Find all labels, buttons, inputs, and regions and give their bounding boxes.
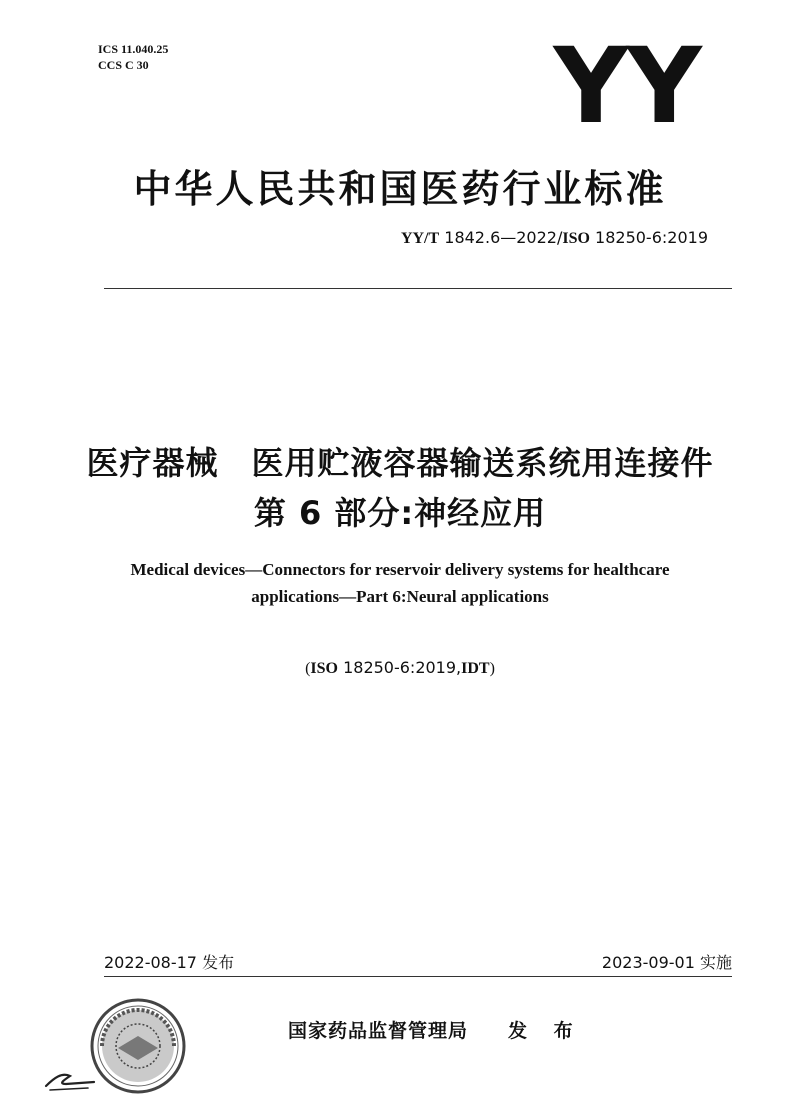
standard-body: 1842.6—2022/	[444, 228, 563, 247]
equivalence-note	[0, 658, 800, 678]
standard-prefix: YY/T	[400, 230, 440, 247]
equivalence-close: )	[489, 660, 495, 677]
issue-date: 2022-08-17 发布	[104, 953, 235, 972]
equivalence-degree: IDT	[461, 660, 490, 677]
handwritten-signature-icon	[40, 1064, 100, 1094]
seal-stamp-icon	[88, 996, 188, 1096]
ccs-code: CCS C 30	[98, 58, 149, 72]
publish-action: 发 布	[508, 1020, 583, 1042]
equivalence-iso-label: ISO	[310, 660, 338, 677]
equivalence-open: (	[305, 660, 311, 677]
title-zh-line2: 第 6 部分:神经应用	[253, 494, 547, 532]
standard-number	[401, 228, 708, 248]
standard-iso-number: 18250-6:2019	[595, 228, 708, 247]
bottom-divider	[104, 976, 732, 977]
equivalence-iso-number: 18250-6:2019,	[343, 658, 462, 677]
ics-code: ICS 11.040.25	[98, 42, 169, 56]
title-zh-line1: 医疗器械 医用贮液容器输送系统用连接件	[86, 444, 714, 482]
title-en-line1: Medical devices—Connectors for reservoir delivery systems for healthcare	[130, 560, 670, 579]
standard-iso-label: ISO	[562, 230, 590, 247]
organization-title: 中华人民共和国医药行业标准	[133, 167, 667, 211]
standard-mark: YY	[553, 25, 700, 147]
implementation-date: 2023-09-01 实施	[601, 953, 732, 972]
top-divider	[104, 288, 732, 289]
title-en-line2: applications—Part 6:Neural applications	[251, 587, 549, 606]
publisher-name: 国家药品监督管理局	[288, 1020, 469, 1042]
